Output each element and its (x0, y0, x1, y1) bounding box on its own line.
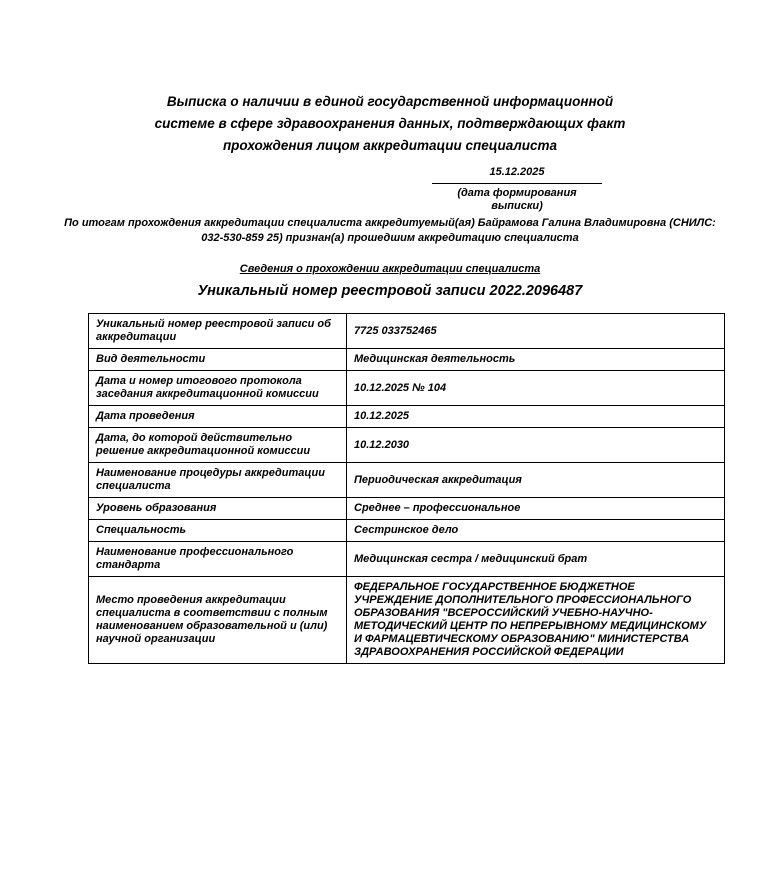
table-row (89, 498, 725, 520)
document-title (0, 91, 780, 157)
generation-date-block (432, 166, 602, 213)
table-row (89, 542, 725, 577)
document-title-line: системе в сфере здравоохранения данных, подтверждающих факт (154, 116, 626, 131)
row-label: Наименование процедуры аккредитации специалиста (89, 463, 347, 498)
accreditation-table (88, 313, 725, 664)
table-row (89, 314, 725, 349)
table-row (89, 349, 725, 371)
intro-paragraph (0, 216, 780, 246)
row-value: ФЕДЕРАЛЬНОЕ ГОСУДАРСТВЕННОЕ БЮДЖЕТНОЕ УЧРЕЖДЕНИЕ ДОПОЛНИТЕЛЬНОГО ПРОФЕССИОНАЛЬНОГО ОБРАЗОВАНИЯ "ВСЕРОССИЙСКИЙ УЧЕБНО-НАУЧНО-МЕТОДИЧЕСКИЙ ЦЕНТР ПО НЕПРЕРЫВНОМУ МЕДИЦИНСКОМУ И ФАРМАЦЕВТИЧЕСКОМУ ОБРАЗОВАНИЮ" МИНИСТЕРСТВА ЗДРАВООХРАНЕНИЯ РОССИЙСКОЙ ФЕДЕРАЦИИ (347, 577, 725, 664)
row-label: Дата и номер итогового протокола заседания аккредитационной комиссии (89, 371, 347, 406)
row-value: Сестринское дело (347, 520, 725, 542)
row-label: Наименование профессионального стандарта (89, 542, 347, 577)
row-value: Периодическая аккредитация (347, 463, 725, 498)
intro-paragraph-line: По итогам прохождения аккредитации специалиста аккредитуемый(ая) Байрамова Галина Владимировна (СНИЛС: (64, 217, 716, 229)
table-row (89, 406, 725, 428)
row-value: Медицинская сестра / медицинский брат (347, 542, 725, 577)
table-row (89, 520, 725, 542)
section-heading: Сведения о прохождении аккредитации специалиста (239, 263, 541, 275)
row-label: Вид деятельности (89, 349, 347, 371)
document-title-line: Выписка о наличии в единой государственной информационной (166, 94, 614, 109)
intro-paragraph-line: 032-530-859 25) признан(а) прошедшим аккредитацию специалиста (201, 232, 579, 244)
row-value: 10.12.2030 (347, 428, 725, 463)
row-value: 10.12.2025 (347, 406, 725, 428)
document-title-line: прохождения лицом аккредитации специалиста (222, 138, 558, 153)
row-value: 10.12.2025 № 104 (347, 371, 725, 406)
row-value: 7725 033752465 (347, 314, 725, 349)
registry-number-line: Уникальный номер реестровой записи 2022.2096487 (197, 283, 583, 299)
row-label: Уровень образования (89, 498, 347, 520)
table-row (89, 371, 725, 406)
row-value: Медицинская деятельность (347, 349, 725, 371)
generation-date: 15.12.2025 (432, 166, 602, 184)
row-label: Уникальный номер реестровой записи об аккредитации (89, 314, 347, 349)
row-label: Дата, до которой действительно решение аккредитационной комиссии (89, 428, 347, 463)
row-label: Место проведения аккредитации специалиста в соответствии с полным наименованием образовательной и (или) научной организации (89, 577, 347, 664)
table-row (89, 428, 725, 463)
table-row (89, 577, 725, 664)
table-row (89, 463, 725, 498)
generation-date-caption: (дата формирования выписки) (457, 187, 577, 212)
row-value: Среднее – профессиональное (347, 498, 725, 520)
row-label: Специальность (89, 520, 347, 542)
row-label: Дата проведения (89, 406, 347, 428)
